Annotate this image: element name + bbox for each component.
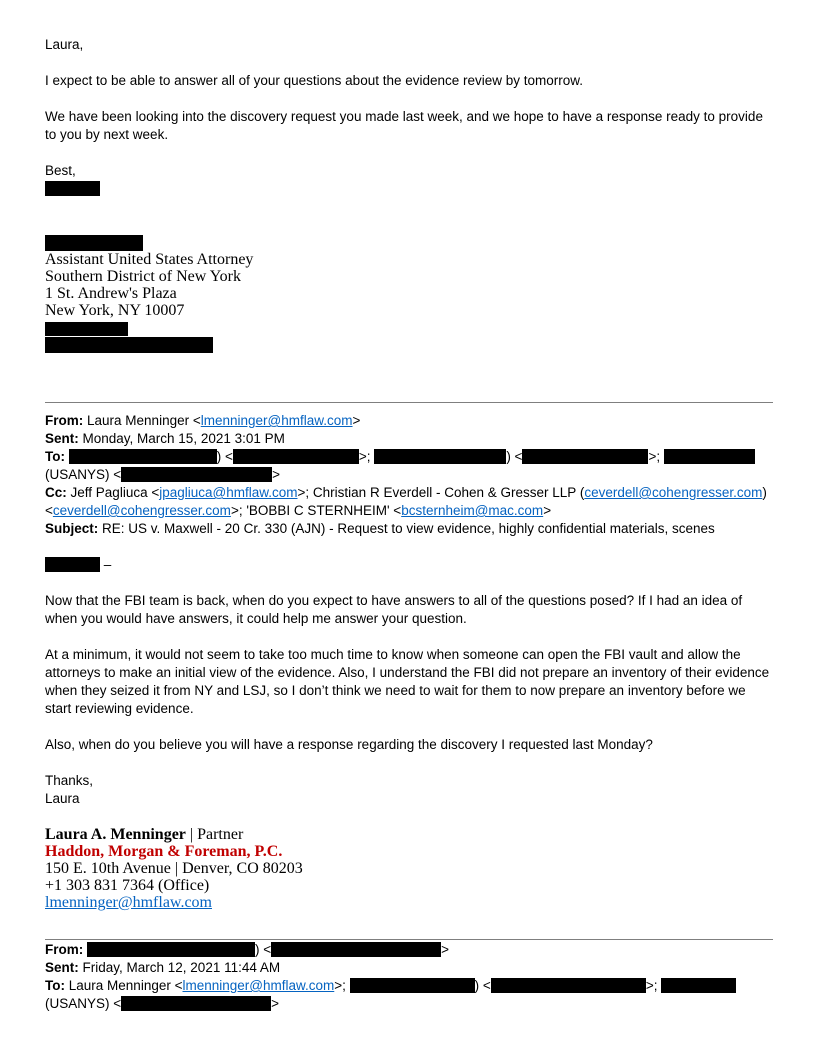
glue-text: ) < <box>474 978 491 993</box>
glue-text: ) < <box>506 449 523 464</box>
angle-open: < <box>113 996 122 1011</box>
to-line <box>45 977 773 1013</box>
redaction-bar <box>491 978 646 993</box>
glue-text: >; <box>297 485 310 500</box>
from-label: From: <box>45 413 84 428</box>
redaction-bar <box>121 996 271 1011</box>
redaction-bar <box>374 449 506 464</box>
paragraph: We have been looking into the discovery request you made last week, and we hope to have a response ready to provide to you by next week. <box>45 109 763 142</box>
redaction-bar <box>69 449 217 464</box>
firm-name: Haddon, Morgan & Foreman, P.C. <box>45 843 283 860</box>
paren-open: ( <box>579 485 585 500</box>
cc-line <box>45 484 773 520</box>
paren-close: ) <box>762 485 767 500</box>
to-wrap-prefix: (USANYS) <box>45 467 110 482</box>
redaction-bar <box>45 235 143 251</box>
redaction-bar <box>121 467 272 482</box>
to-wrap-prefix: (USANYS) <box>45 996 110 1011</box>
signature-city: New York, NY 10007 <box>45 302 185 319</box>
sent-value: Monday, March 15, 2021 3:01 PM <box>82 431 285 446</box>
signature-title: Assistant United States Attorney <box>45 251 254 268</box>
angle-close: > <box>272 467 281 482</box>
from-line <box>45 941 773 959</box>
angle-open: < <box>113 467 122 482</box>
redaction-bar <box>271 942 441 957</box>
ausa-signature-block <box>45 234 773 353</box>
message-divider <box>45 402 773 403</box>
message-divider <box>45 939 773 940</box>
to-label: To: <box>45 978 65 993</box>
subject-value: RE: US v. Maxwell - 20 Cr. 330 (AJN) - Request to view evidence, highly confidential materials, scenes <box>102 521 715 536</box>
email-link[interactable]: lmenninger@hmflaw.com <box>200 413 353 428</box>
angle-close: > <box>271 996 280 1011</box>
signature-name-line <box>45 826 773 843</box>
signature-role: | Partner <box>189 826 244 843</box>
glue-text: >; <box>230 503 243 518</box>
email-header-mid <box>45 412 773 538</box>
from-line <box>45 412 773 430</box>
angle-close: > <box>441 942 450 957</box>
redaction-bar <box>45 337 213 353</box>
glue-text: >; <box>645 978 658 993</box>
paragraph: I expect to be able to answer all of your questions about the evidence review by tomorrow. <box>45 73 584 88</box>
redaction-bar <box>522 449 648 464</box>
from-label: From: <box>45 942 84 957</box>
subject-label: Subject: <box>45 521 99 536</box>
redacted-phone-line <box>45 319 773 336</box>
sent-label: Sent: <box>45 960 79 975</box>
sender-name: Laura Menninger <box>87 413 190 428</box>
redaction-bar <box>233 449 359 464</box>
email-top <box>45 36 773 198</box>
sent-line <box>45 959 773 977</box>
paragraph: At a minimum, it would not seem to take too much time to know when someone can open the FBI vault and allow the attorneys to make an initial view of the evidence. Also, I understand the FBI did not prepare an inventory of their evidence when they seized it from NY and LSJ, so I don’t think we need to wait for them to now prepare an inventory before we start reviewing evidence. <box>45 647 770 716</box>
signature-phone: +1 303 831 7364 (Office) <box>45 877 210 894</box>
redaction-bar <box>664 449 755 464</box>
sent-value: Friday, March 12, 2021 11:44 AM <box>82 960 281 975</box>
angle-open: < <box>45 503 53 518</box>
angle-open: < <box>174 978 183 993</box>
angle-open: < <box>393 503 402 518</box>
glue-text: ) < <box>255 942 272 957</box>
redacted-name-line <box>45 234 773 251</box>
signature-street: 1 St. Andrew's Plaza <box>45 285 177 302</box>
cc-name: 'BOBBI C STERNHEIM' <box>246 503 390 518</box>
to-line <box>45 448 773 484</box>
email-link[interactable]: jpagliuca@hmflaw.com <box>159 485 298 500</box>
paragraph: Now that the FBI team is back, when do you expect to have answers to all of the questions posed? If I had an idea of when you would have answers, it could help me answer your question. <box>45 593 743 626</box>
cc-name: Christian R Everdell - Cohen & Gresser LLP <box>312 485 577 500</box>
signoff-name: Laura <box>45 791 80 806</box>
closing-text: Best, <box>45 163 76 178</box>
recipient-name: Laura Menninger <box>68 978 171 993</box>
sent-label: Sent: <box>45 431 79 446</box>
signature-email-link[interactable]: lmenninger@hmflaw.com <box>45 894 212 911</box>
to-label: To: <box>45 449 65 464</box>
cc-name: Jeff Pagliuca <box>70 485 148 500</box>
redacted-salutation-line <box>45 556 773 574</box>
greeting-text: Laura, <box>45 37 84 52</box>
signature-office: Southern District of New York <box>45 268 241 285</box>
sent-line <box>45 430 773 448</box>
redaction-bar <box>45 181 100 196</box>
signature-address: 150 E. 10th Avenue | Denver, CO 80203 <box>45 860 303 877</box>
redaction-bar <box>45 322 128 336</box>
signature-name: Laura A. Menninger <box>45 826 186 843</box>
email-link[interactable]: ceverdell@cohengresser.com <box>584 485 763 500</box>
glue-text: >; <box>648 449 661 464</box>
email-link[interactable]: ceverdell@cohengresser.com <box>52 503 231 518</box>
glue-text: ) < <box>216 449 233 464</box>
glue-text: >; <box>358 449 371 464</box>
closing-text: Thanks, <box>45 773 94 788</box>
angle-close: > <box>352 413 361 428</box>
cc-label: Cc: <box>45 485 67 500</box>
subject-line <box>45 520 773 538</box>
redacted-email-line <box>45 336 773 353</box>
glue-text: >; <box>334 978 346 993</box>
email-mid <box>45 556 773 808</box>
paragraph: Also, when do you believe you will have a response regarding the discovery I requested last Monday? <box>45 737 653 752</box>
angle-open: < <box>192 413 201 428</box>
signature-email-line <box>45 894 773 911</box>
angle-open: < <box>151 485 160 500</box>
salutation-dash: – <box>103 557 112 572</box>
angle-close: > <box>543 503 552 518</box>
redacted-sender-name-line <box>45 180 773 198</box>
redaction-bar <box>661 978 736 993</box>
email-header-bottom <box>45 941 773 1013</box>
menninger-signature-block <box>45 826 773 911</box>
email-link[interactable]: bcsternheim@mac.com <box>401 503 544 518</box>
redaction-bar <box>87 942 255 957</box>
redaction-bar <box>350 978 475 993</box>
email-link[interactable]: lmenninger@hmflaw.com <box>182 978 335 993</box>
redaction-bar <box>45 557 100 572</box>
